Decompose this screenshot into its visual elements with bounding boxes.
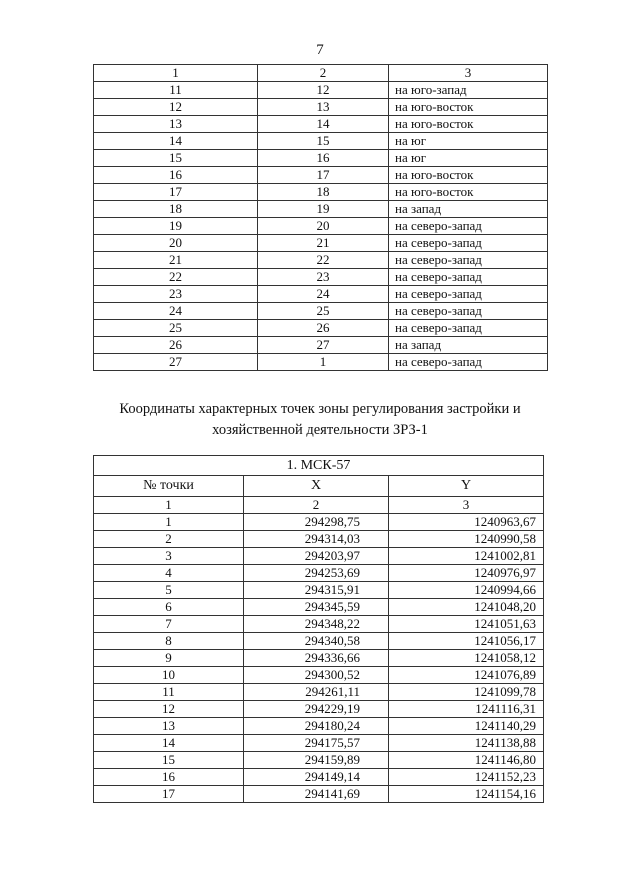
- column-number-3: 3: [389, 497, 544, 514]
- table-row: [94, 116, 548, 133]
- table-row: [94, 133, 548, 150]
- y-coordinate-cell: 1241056,17: [389, 633, 544, 650]
- y-coordinate-cell: 1241048,20: [389, 599, 544, 616]
- to-point-cell: 12: [258, 82, 389, 99]
- to-point-cell: 17: [258, 167, 389, 184]
- point-number-cell: 12: [94, 701, 244, 718]
- table-row: [94, 82, 548, 99]
- from-point-cell: 13: [94, 116, 258, 133]
- y-coordinate-cell: 1240994,66: [389, 582, 544, 599]
- direction-table: [93, 64, 548, 371]
- from-point-cell: 17: [94, 184, 258, 201]
- table-row: [94, 184, 548, 201]
- x-coordinate-cell: 294261,11: [244, 684, 389, 701]
- table-row: [94, 565, 544, 582]
- to-point-cell: 18: [258, 184, 389, 201]
- to-point-cell: 19: [258, 201, 389, 218]
- table-row: [94, 167, 548, 184]
- direction-cell: на юг: [389, 150, 548, 167]
- y-coordinate-cell: 1241138,88: [389, 735, 544, 752]
- direction-cell: на юг: [389, 133, 548, 150]
- point-number-cell: 17: [94, 786, 244, 803]
- direction-cell: на северо-запад: [389, 252, 548, 269]
- from-point-cell: 18: [94, 201, 258, 218]
- x-header: X: [244, 476, 389, 497]
- coordinate-system-label: 1. МСК-57: [94, 456, 544, 476]
- y-coordinate-cell: 1241002,81: [389, 548, 544, 565]
- point-number-header: № точки: [94, 476, 244, 497]
- to-point-cell: 15: [258, 133, 389, 150]
- from-point-cell: 25: [94, 320, 258, 337]
- point-number-cell: 10: [94, 667, 244, 684]
- y-coordinate-cell: 1241154,16: [389, 786, 544, 803]
- to-point-cell: 23: [258, 269, 389, 286]
- to-point-cell: 16: [258, 150, 389, 167]
- direction-cell: на северо-запад: [389, 286, 548, 303]
- from-point-cell: 26: [94, 337, 258, 354]
- direction-cell: на запад: [389, 201, 548, 218]
- table-row: [94, 218, 548, 235]
- to-point-cell: 13: [258, 99, 389, 116]
- table-row: [94, 616, 544, 633]
- from-point-cell: 22: [94, 269, 258, 286]
- column-number-3: 3: [389, 65, 548, 82]
- table-row: [94, 752, 544, 769]
- table-row: [94, 531, 544, 548]
- coordinates-header-row: [94, 476, 544, 497]
- to-point-cell: 25: [258, 303, 389, 320]
- coordinates-table-body: [94, 514, 544, 803]
- table-row: [94, 150, 548, 167]
- to-point-cell: 1: [258, 354, 389, 371]
- section-heading-line-2: хозяйственной деятельности ЗРЗ-1: [212, 422, 428, 438]
- y-coordinate-cell: 1241076,89: [389, 667, 544, 684]
- point-number-cell: 3: [94, 548, 244, 565]
- from-point-cell: 19: [94, 218, 258, 235]
- table-row: [94, 735, 544, 752]
- from-point-cell: 23: [94, 286, 258, 303]
- point-number-cell: 15: [94, 752, 244, 769]
- x-coordinate-cell: 294229,19: [244, 701, 389, 718]
- table-row: [94, 252, 548, 269]
- direction-cell: на запад: [389, 337, 548, 354]
- from-point-cell: 21: [94, 252, 258, 269]
- table-row: [94, 769, 544, 786]
- y-coordinate-cell: 1240963,67: [389, 514, 544, 531]
- page-number: 7: [316, 42, 324, 58]
- point-number-cell: 4: [94, 565, 244, 582]
- y-coordinate-cell: 1241058,12: [389, 650, 544, 667]
- y-coordinate-cell: 1241140,29: [389, 718, 544, 735]
- table-row: [94, 650, 544, 667]
- section-heading: [0, 399, 640, 441]
- x-coordinate-cell: 294336,66: [244, 650, 389, 667]
- table-row: [94, 320, 548, 337]
- from-point-cell: 12: [94, 99, 258, 116]
- coordinates-table: [93, 455, 544, 803]
- y-coordinate-cell: 1241099,78: [389, 684, 544, 701]
- x-coordinate-cell: 294298,75: [244, 514, 389, 531]
- from-point-cell: 27: [94, 354, 258, 371]
- direction-cell: на северо-запад: [389, 320, 548, 337]
- to-point-cell: 22: [258, 252, 389, 269]
- x-coordinate-cell: 294345,59: [244, 599, 389, 616]
- column-numbers-row: [94, 497, 544, 514]
- to-point-cell: 27: [258, 337, 389, 354]
- point-number-cell: 13: [94, 718, 244, 735]
- table-row: [94, 354, 548, 371]
- table-row: [94, 633, 544, 650]
- point-number-cell: 6: [94, 599, 244, 616]
- direction-cell: на юго-восток: [389, 99, 548, 116]
- to-point-cell: 21: [258, 235, 389, 252]
- table-row: [94, 667, 544, 684]
- from-point-cell: 20: [94, 235, 258, 252]
- y-header: Y: [389, 476, 544, 497]
- direction-cell: на северо-запад: [389, 218, 548, 235]
- table-row: [94, 582, 544, 599]
- x-coordinate-cell: 294149,14: [244, 769, 389, 786]
- to-point-cell: 20: [258, 218, 389, 235]
- x-coordinate-cell: 294300,52: [244, 667, 389, 684]
- x-coordinate-cell: 294141,69: [244, 786, 389, 803]
- y-coordinate-cell: 1241051,63: [389, 616, 544, 633]
- table-row: [94, 337, 548, 354]
- from-point-cell: 11: [94, 82, 258, 99]
- direction-cell: на северо-запад: [389, 235, 548, 252]
- column-number-1: 1: [94, 497, 244, 514]
- from-point-cell: 14: [94, 133, 258, 150]
- direction-table-body: [94, 82, 548, 371]
- to-point-cell: 24: [258, 286, 389, 303]
- to-point-cell: 14: [258, 116, 389, 133]
- point-number-cell: 11: [94, 684, 244, 701]
- direction-cell: на северо-запад: [389, 303, 548, 320]
- table-row: [94, 286, 548, 303]
- point-number-cell: 5: [94, 582, 244, 599]
- point-number-cell: 2: [94, 531, 244, 548]
- from-point-cell: 15: [94, 150, 258, 167]
- direction-cell: на юго-запад: [389, 82, 548, 99]
- point-number-cell: 14: [94, 735, 244, 752]
- x-coordinate-cell: 294340,58: [244, 633, 389, 650]
- point-number-cell: 16: [94, 769, 244, 786]
- table-row: [94, 786, 544, 803]
- y-coordinate-cell: 1240976,97: [389, 565, 544, 582]
- y-coordinate-cell: 1241146,80: [389, 752, 544, 769]
- x-coordinate-cell: 294159,89: [244, 752, 389, 769]
- x-coordinate-cell: 294253,69: [244, 565, 389, 582]
- table-row: [94, 599, 544, 616]
- point-number-cell: 1: [94, 514, 244, 531]
- x-coordinate-cell: 294180,24: [244, 718, 389, 735]
- coordinate-system-row: [94, 456, 544, 476]
- column-number-2: 2: [244, 497, 389, 514]
- column-number-1: 1: [94, 65, 258, 82]
- direction-cell: на северо-запад: [389, 269, 548, 286]
- x-coordinate-cell: 294203,97: [244, 548, 389, 565]
- point-number-cell: 8: [94, 633, 244, 650]
- table-row: [94, 514, 544, 531]
- table-row: [94, 303, 548, 320]
- table-row: [94, 269, 548, 286]
- table-row: [94, 718, 544, 735]
- table-row: [94, 548, 544, 565]
- x-coordinate-cell: 294314,03: [244, 531, 389, 548]
- section-heading-line-1: Координаты характерных точек зоны регулирования застройки и: [119, 401, 521, 417]
- to-point-cell: 26: [258, 320, 389, 337]
- from-point-cell: 24: [94, 303, 258, 320]
- x-coordinate-cell: 294348,22: [244, 616, 389, 633]
- x-coordinate-cell: 294315,91: [244, 582, 389, 599]
- point-number-cell: 9: [94, 650, 244, 667]
- y-coordinate-cell: 1241152,23: [389, 769, 544, 786]
- table-row: [94, 701, 544, 718]
- from-point-cell: 16: [94, 167, 258, 184]
- direction-cell: на северо-запад: [389, 354, 548, 371]
- y-coordinate-cell: 1241116,31: [389, 701, 544, 718]
- table-row: [94, 235, 548, 252]
- direction-cell: на юго-восток: [389, 116, 548, 133]
- table-row: [94, 201, 548, 218]
- y-coordinate-cell: 1240990,58: [389, 531, 544, 548]
- direction-table-header-row: [94, 65, 548, 82]
- direction-cell: на юго-восток: [389, 167, 548, 184]
- point-number-cell: 7: [94, 616, 244, 633]
- table-row: [94, 684, 544, 701]
- table-row: [94, 99, 548, 116]
- direction-cell: на юго-восток: [389, 184, 548, 201]
- x-coordinate-cell: 294175,57: [244, 735, 389, 752]
- column-number-2: 2: [258, 65, 389, 82]
